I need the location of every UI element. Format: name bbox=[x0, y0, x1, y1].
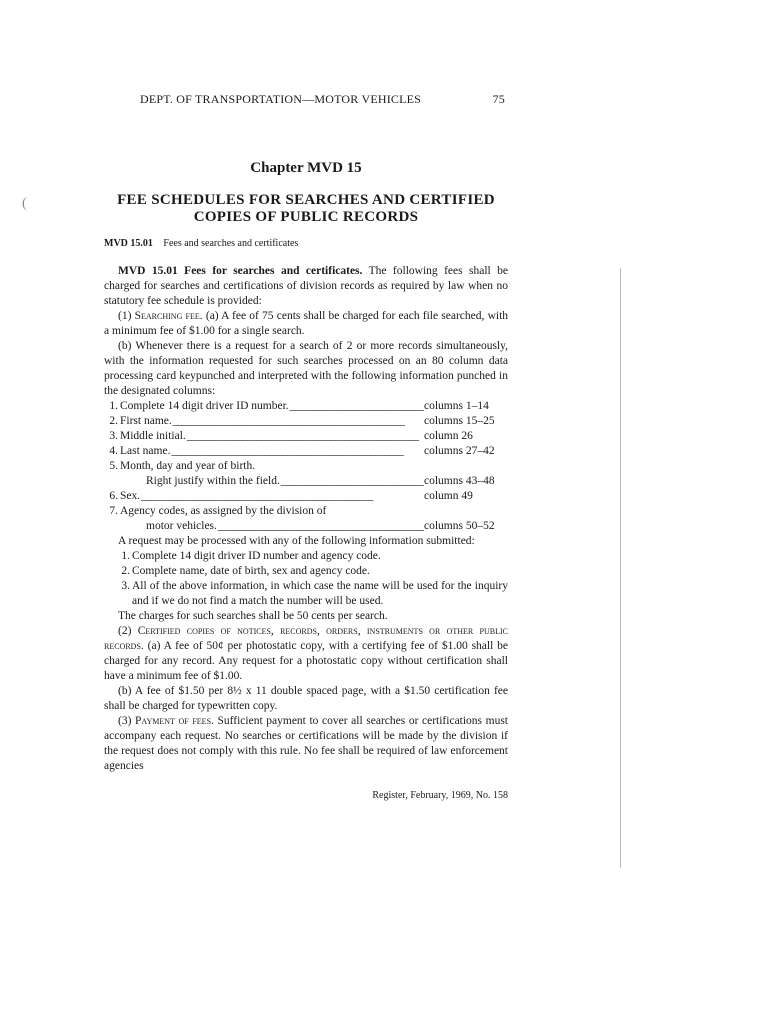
chapter-subtitle-line1: FEE SCHEDULES FOR SEARCHES AND CERTIFIED bbox=[117, 192, 495, 208]
charges-paragraph: The charges for such searches shall be 50 cents per search. bbox=[118, 610, 388, 622]
column-range: columns 50–52 bbox=[424, 520, 495, 532]
list-label: Last name. _ _ _ bbox=[120, 444, 424, 459]
p3-text: Sufficient payment to cover all searches or certifications must accompany each request. No searches or certifications will be made by the division if the request does not comply with this rule. No fee shall be required of law enforcement agencies bbox=[104, 715, 509, 772]
columns-list-item bbox=[104, 414, 508, 429]
list-label: First name. _ _ _ bbox=[120, 414, 424, 429]
columns-list bbox=[104, 399, 508, 534]
chapter-subtitle-line2: COPIES OF PUBLIC RECORDS bbox=[193, 209, 419, 225]
document-body bbox=[104, 264, 508, 774]
p1-heading: Searching fee. bbox=[134, 310, 203, 322]
request-intro: A request may be processed with any of the following information submitted: bbox=[118, 535, 475, 547]
p2-label: (2) bbox=[118, 625, 132, 637]
page-number: 75 bbox=[492, 92, 505, 106]
section-heading: MVD 15.01 Fees for searches and certificates. bbox=[118, 265, 363, 277]
column-range: columns 27–42 bbox=[424, 445, 495, 457]
columns-list-item-continued bbox=[104, 474, 508, 489]
columns-list-item bbox=[104, 504, 508, 519]
list-number: 1. bbox=[109, 400, 118, 412]
list-item bbox=[104, 579, 508, 609]
paragraph-2b: (b) A fee of $1.50 per 8½ x 11 double spaced page, with a $1.50 certification fee shall be charged for typewritten copy. bbox=[104, 685, 508, 712]
section-intro-paragraph bbox=[104, 264, 508, 309]
list-number: 7. bbox=[109, 505, 118, 517]
register-footer: Register, February, 1969, No. 158 bbox=[372, 790, 508, 801]
list-number: 4. bbox=[109, 445, 118, 457]
toc-section-number: MVD 15.01 bbox=[104, 238, 153, 249]
section-contents bbox=[104, 238, 298, 249]
p3-label: (3) bbox=[118, 715, 132, 727]
chapter-title: Chapter MVD 15 bbox=[250, 160, 362, 176]
paragraph-2a bbox=[104, 624, 508, 684]
chapter-subtitle bbox=[104, 192, 508, 226]
list-number: 2. bbox=[121, 565, 130, 577]
column-range: columns 1–14 bbox=[424, 400, 489, 412]
p3-heading: Payment of fees. bbox=[135, 715, 214, 727]
request-list bbox=[104, 549, 508, 609]
p2-heading: Certified copies of notices, records, orders, instruments or other public records. bbox=[104, 625, 509, 652]
paragraph-3 bbox=[104, 714, 508, 774]
list-label: Agency codes, as assigned by the division of bbox=[120, 505, 327, 517]
column-range: column 49 bbox=[424, 490, 473, 502]
p1-label: (1) bbox=[118, 310, 132, 322]
columns-list-item bbox=[104, 429, 508, 444]
toc-section-title: Fees and searches and certificates bbox=[163, 238, 299, 249]
margin-mark: ( bbox=[22, 196, 27, 211]
list-number: 6. bbox=[109, 490, 118, 502]
list-label: Sex. _ _ _ bbox=[120, 489, 424, 504]
list-item bbox=[104, 549, 508, 564]
list-label: Month, day and year of birth. bbox=[120, 460, 256, 472]
column-range: columns 15–25 bbox=[424, 415, 495, 427]
list-text: Complete name, date of birth, sex and agency code. bbox=[132, 565, 370, 577]
list-text: All of the above information, in which case the name will be used for the inquiry and if we do not find a match the number will be used. bbox=[132, 580, 508, 607]
p2-text: (a) A fee of 50¢ per photostatic copy, with a certifying fee of $1.00 shall be charged for any record. Any request for a photostatic copy without certification shall have a minimum fee of $1.00. bbox=[104, 640, 509, 682]
column-range: column 26 bbox=[424, 430, 473, 442]
column-range: columns 43–48 bbox=[424, 475, 495, 487]
columns-list-item bbox=[104, 444, 508, 459]
list-number: 3. bbox=[121, 580, 130, 592]
section-intro: The following fees shall be charged for searches and certifications of division records as required by law when no statutory fee schedule is provided: bbox=[104, 265, 508, 307]
list-number: 2. bbox=[109, 415, 118, 427]
list-label: Right justify within the field. _ _ _ bbox=[146, 474, 424, 489]
margin-rule bbox=[620, 268, 621, 868]
list-label: Middle initial. _ _ _ bbox=[120, 429, 424, 444]
list-text: Complete 14 digit driver ID number and agency code. bbox=[132, 550, 381, 562]
columns-list-item bbox=[104, 459, 508, 474]
list-label: motor vehicles. _ _ _ bbox=[146, 519, 424, 534]
running-title: DEPT. OF TRANSPORTATION—MOTOR VEHICLES bbox=[140, 92, 422, 106]
paragraph-1a bbox=[104, 309, 508, 339]
p1-text: (a) A fee of 75 cents shall be charged for each file searched, with a minimum fee of $1.00 for a single search. bbox=[104, 310, 509, 337]
list-number: 3. bbox=[109, 430, 118, 442]
columns-list-item bbox=[104, 399, 508, 414]
list-number: 5. bbox=[109, 460, 118, 472]
columns-list-item-continued bbox=[104, 519, 508, 534]
columns-list-item bbox=[104, 489, 508, 504]
paragraph-1b: (b) Whenever there is a request for a search of 2 or more records simultaneously, with the information requested for such searches processed on an 80 column data processing card keypunched and interpreted with the following information punched in the designated columns: bbox=[104, 340, 508, 397]
list-number: 1. bbox=[121, 550, 130, 562]
list-item bbox=[104, 564, 508, 579]
list-label: Complete 14 digit driver ID number. _ _ _ bbox=[120, 399, 424, 414]
